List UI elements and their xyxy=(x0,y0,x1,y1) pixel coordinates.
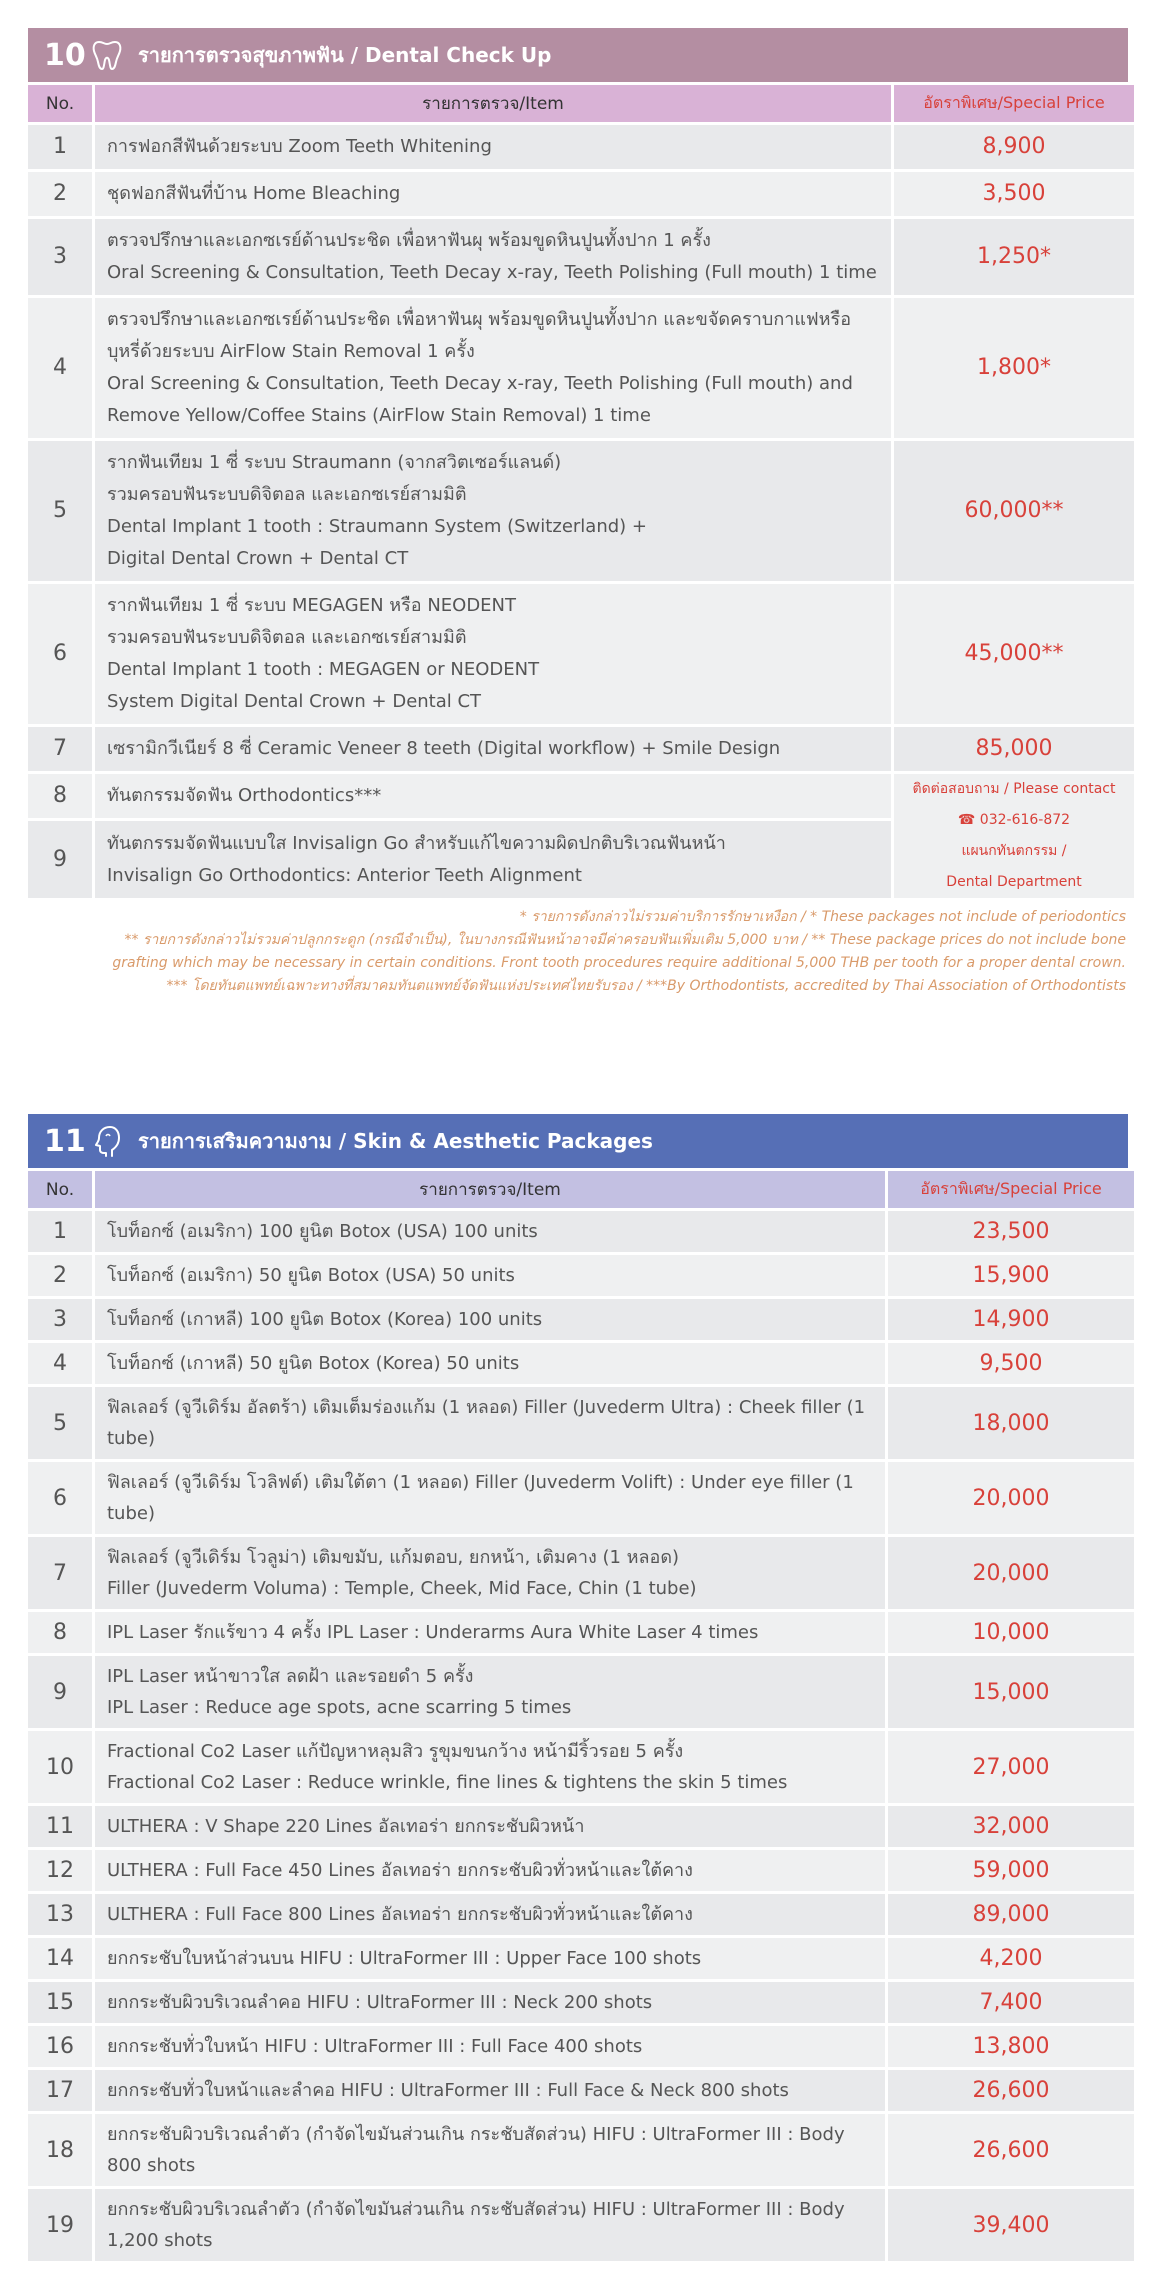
aesthetic-table xyxy=(25,1168,1137,2264)
row-price: 8,900 xyxy=(894,125,1134,169)
tooth-icon xyxy=(90,38,124,72)
table-row xyxy=(28,727,1134,771)
footnote: grafting which may be necessary in certain conditions. Front tooth procedures require additional 5,000 THB per tooth for a proper dental crown. xyxy=(112,955,1126,971)
row-number: 3 xyxy=(28,219,92,295)
row-item xyxy=(95,774,891,818)
row-price: 39,400 xyxy=(888,2189,1134,2261)
row-item xyxy=(95,1537,885,1609)
row-item xyxy=(95,2114,885,2186)
table-header-row xyxy=(28,85,1134,122)
item-line: ULTHERA : Full Face 450 Lines อัลเทอร่า ยกกระชับผิวทั่วหน้าและใต้คาง xyxy=(107,1860,693,1881)
item-line: Fractional Co2 Laser : Reduce wrinkle, fine lines & tightens the skin 5 times xyxy=(107,1772,788,1793)
item-line: 1,200 shots xyxy=(107,2230,213,2251)
row-number: 8 xyxy=(28,1612,92,1653)
row-item xyxy=(95,584,891,724)
row-number: 7 xyxy=(28,727,92,771)
row-item xyxy=(95,2026,885,2067)
row-item xyxy=(95,727,891,771)
item-line: Fractional Co2 Laser แก้ปัญหาหลุมสิว รูขุมขนกว้าง หน้ามีริ้วรอย 5 ครั้ง xyxy=(107,1741,684,1762)
table-row xyxy=(28,1299,1134,1340)
column-header-item: รายการตรวจ/Item xyxy=(95,85,891,122)
item-line: ทันตกรรมจัดฟันแบบใส Invisalign Go สำหรับแก้ไขความผิดปกติบริเวณฟันหน้า xyxy=(107,832,726,854)
item-line: ตรวจปรึกษาและเอกซเรย์ด้านประชิด เพื่อหาฟันผุ พร้อมขูดหินปูนทั้งปาก และขจัดคราบกาแฟหรือบุหรี่ด้วยระบบ AirFlow Stain Removal 1 ครั้ง xyxy=(107,309,852,362)
table-row xyxy=(28,2070,1134,2111)
column-header-price: อัตราพิเศษ/Special Price xyxy=(894,85,1134,122)
item-line: Oral Screening & Consultation, Teeth Decay x-ray, Teeth Polishing (Full mouth) and Remove Yellow/Coffee Stains (AirFlow Stain Removal) 1 time xyxy=(107,373,853,426)
row-price: 14,900 xyxy=(888,1299,1134,1340)
item-line: ทันตกรรมจัดฟัน Orthodontics*** xyxy=(107,785,382,807)
dental-section-header xyxy=(28,28,1128,82)
row-price: 85,000 xyxy=(894,727,1134,771)
row-price: 9,500 xyxy=(888,1343,1134,1384)
row-price: 89,000 xyxy=(888,1894,1134,1935)
row-item xyxy=(95,2070,885,2111)
row-number: 11 xyxy=(28,1806,92,1847)
row-price: 60,000** xyxy=(894,441,1134,581)
table-row xyxy=(28,1255,1134,1296)
table-row xyxy=(28,1982,1134,2023)
contact-line4: Dental Department xyxy=(946,874,1082,890)
section-title: รายการเสริมความงาม / Skin & Aesthetic Packages xyxy=(138,1129,653,1153)
item-line: IPL Laser หน้าขาวใส ลดฝ้า และรอยดำ 5 ครั้ง xyxy=(107,1666,474,1687)
table-row xyxy=(28,1462,1134,1534)
item-line: ยกกระชับทั่วใบหน้า HIFU : UltraFormer III : Full Face 400 shots xyxy=(107,2036,643,2057)
item-line: โบท็อกซ์ (เกาหลี) 100 ยูนิต Botox (Korea) 100 units xyxy=(107,1309,543,1330)
table-row xyxy=(28,172,1134,216)
row-number: 4 xyxy=(28,298,92,438)
row-price: 27,000 xyxy=(888,1731,1134,1803)
row-price: 23,500 xyxy=(888,1211,1134,1252)
row-number: 13 xyxy=(28,1894,92,1935)
contact-line3: แผนกทันตกรรม / xyxy=(961,843,1067,859)
row-item xyxy=(95,441,891,581)
row-price: 1,800* xyxy=(894,298,1134,438)
row-price: 26,600 xyxy=(888,2114,1134,2186)
row-number: 6 xyxy=(28,584,92,724)
row-item xyxy=(95,1612,885,1653)
item-line: Filler (Juvederm Voluma) : Temple, Cheek, Mid Face, Chin (1 tube) xyxy=(107,1578,697,1599)
row-number: 19 xyxy=(28,2189,92,2261)
table-row xyxy=(28,1731,1134,1803)
item-line: IPL Laser รักแร้ขาว 4 ครั้ง IPL Laser : Underarms Aura White Laser 4 times xyxy=(107,1622,759,1643)
dental-section xyxy=(28,28,1128,998)
item-line: ULTHERA : Full Face 800 Lines อัลเทอร่า ยกกระชับผิวทั่วหน้าและใต้คาง xyxy=(107,1904,693,1925)
row-number: 14 xyxy=(28,1938,92,1979)
row-item xyxy=(95,1656,885,1728)
table-row xyxy=(28,298,1134,438)
row-price: 10,000 xyxy=(888,1612,1134,1653)
row-price: 3,500 xyxy=(894,172,1134,216)
row-item xyxy=(95,1850,885,1891)
item-line: รวมครอบฟันระบบดิจิตอล และเอกซเรย์สามมิติ xyxy=(107,627,467,648)
table-row xyxy=(28,1537,1134,1609)
row-item xyxy=(95,298,891,438)
table-row xyxy=(28,1612,1134,1653)
table-row xyxy=(28,2114,1134,2186)
table-row xyxy=(28,125,1134,169)
row-price: 32,000 xyxy=(888,1806,1134,1847)
item-line: ฟิลเลอร์ (จูวีเดิร์ม อัลตร้า) เติมเต็มร่องแก้ม (1 หลอด) Filler (Juvederm Ultra) : Cheek filler (1 tube) xyxy=(107,1397,866,1449)
row-price: 13,800 xyxy=(888,2026,1134,2067)
row-number: 2 xyxy=(28,172,92,216)
row-item xyxy=(95,1387,885,1459)
item-line: ฟิลเลอร์ (จูวีเดิร์ม โวลูม่า) เติมขมับ, แก้มตอบ, ยกหน้า, เติมคาง (1 หลอด) xyxy=(107,1547,680,1568)
row-price: 15,900 xyxy=(888,1255,1134,1296)
item-line: Oral Screening & Consultation, Teeth Decay x-ray, Teeth Polishing (Full mouth) 1 time xyxy=(107,262,877,283)
row-item xyxy=(95,1894,885,1935)
item-line: รากฟันเทียม 1 ซี่ ระบบ Straumann (จากสวิตเซอร์แลนด์) xyxy=(107,452,562,473)
row-item xyxy=(95,821,891,898)
row-price: 26,600 xyxy=(888,2070,1134,2111)
row-price: 18,000 xyxy=(888,1387,1134,1459)
row-number: 8 xyxy=(28,774,92,818)
footnote: * รายการดังกล่าวไม่รวมค่าบริการรักษาเหงือก / * These packages not include of periodontics xyxy=(519,909,1126,925)
row-price: 1,250* xyxy=(894,219,1134,295)
contact-line1: ติดต่อสอบถาม / Please contact xyxy=(912,781,1116,797)
table-row xyxy=(28,1894,1134,1935)
row-price: 59,000 xyxy=(888,1850,1134,1891)
row-item xyxy=(95,172,891,216)
row-number: 7 xyxy=(28,1537,92,1609)
item-line: โบท็อกซ์ (เกาหลี) 50 ยูนิต Botox (Korea) 50 units xyxy=(107,1353,520,1374)
column-header-price: อัตราพิเศษ/Special Price xyxy=(888,1171,1134,1208)
item-line: Digital Dental Crown + Dental CT xyxy=(107,548,409,569)
item-line: การฟอกสีฟันด้วยระบบ Zoom Teeth Whitening xyxy=(107,136,492,157)
item-line: ยกกระชับทั่วใบหน้าและลำคอ HIFU : UltraFormer III : Full Face & Neck 800 shots xyxy=(107,2080,789,2101)
item-line: รากฟันเทียม 1 ซี่ ระบบ MEGAGEN หรือ NEODENT xyxy=(107,595,517,616)
row-item xyxy=(95,1299,885,1340)
table-row xyxy=(28,1343,1134,1384)
section-number: 11 xyxy=(44,1123,86,1159)
row-price: 4,200 xyxy=(888,1938,1134,1979)
row-number: 10 xyxy=(28,1731,92,1803)
row-item xyxy=(95,1806,885,1847)
item-line: ยกกระชับผิวบริเวณลำคอ HIFU : UltraFormer III : Neck 200 shots xyxy=(107,1992,653,2013)
item-line: Dental Implant 1 tooth : Straumann System (Switzerland) + xyxy=(107,516,647,537)
footnotes xyxy=(28,901,1128,998)
table-row xyxy=(28,774,1134,818)
row-item xyxy=(95,1982,885,2023)
aesthetic-section-header xyxy=(28,1114,1128,1168)
item-line: System Digital Dental Crown + Dental CT xyxy=(107,691,482,712)
item-line: ยกกระชับผิวบริเวณลำตัว (กำจัดไขมันส่วนเกิน กระชับสัดส่วน) HIFU : UltraFormer III : Body 800 shots xyxy=(107,2124,845,2176)
row-item xyxy=(95,1731,885,1803)
item-line: Invisalign Go Orthodontics: Anterior Teeth Alignment xyxy=(107,864,582,886)
row-number: 6 xyxy=(28,1462,92,1534)
table-header-row xyxy=(28,1171,1134,1208)
footnote: *** โดยทันตแพทย์เฉพาะทางที่สมาคมทันตแพทย์จัดฟันแห่งประเทศไทยรับรอง / ***By Orthodontists, accredited by Thai Association of Orthodontists xyxy=(166,978,1126,994)
item-line: เซรามิกวีเนียร์ 8 ซี่ Ceramic Veneer 8 teeth (Digital workflow) + Smile Design xyxy=(107,738,781,759)
row-number: 5 xyxy=(28,441,92,581)
contact-info xyxy=(894,774,1134,898)
column-header-item: รายการตรวจ/Item xyxy=(95,1171,885,1208)
item-line: โบท็อกซ์ (อเมริกา) 50 ยูนิต Botox (USA) 50 units xyxy=(107,1265,515,1286)
row-item xyxy=(95,1211,885,1252)
column-header-no: No. xyxy=(28,1171,92,1208)
row-number: 1 xyxy=(28,1211,92,1252)
item-line: รวมครอบฟันระบบดิจิตอล และเอกซเรย์สามมิติ xyxy=(107,484,467,505)
row-item xyxy=(95,1343,885,1384)
row-price: 20,000 xyxy=(888,1462,1134,1534)
item-line: โบท็อกซ์ (อเมริกา) 100 ยูนิต Botox (USA) 100 units xyxy=(107,1221,538,1242)
item-line: ยกกระชับใบหน้าส่วนบน HIFU : UltraFormer III : Upper Face 100 shots xyxy=(107,1948,702,1969)
table-row xyxy=(28,1938,1134,1979)
row-number: 9 xyxy=(28,1656,92,1728)
table-row xyxy=(28,219,1134,295)
section-number: 10 xyxy=(44,37,86,73)
item-line: ฟิลเลอร์ (จูวีเดิร์ม โวลิฟต์) เติมใต้ตา (1 หลอด) Filler (Juvederm Volift) : Under eye filler (1 tube) xyxy=(107,1472,854,1524)
row-number: 3 xyxy=(28,1299,92,1340)
row-number: 17 xyxy=(28,2070,92,2111)
row-number: 18 xyxy=(28,2114,92,2186)
row-price: 20,000 xyxy=(888,1537,1134,1609)
table-row xyxy=(28,1656,1134,1728)
row-number: 2 xyxy=(28,1255,92,1296)
row-number: 12 xyxy=(28,1850,92,1891)
row-item xyxy=(95,1938,885,1979)
row-item xyxy=(95,125,891,169)
footnote: ** รายการดังกล่าวไม่รวมค่าปลูกกระดูก (กรณีจำเป็น), ในบางกรณีฟันหน้าอาจมีค่าครอบฟันเพิ่มเติม 5,000 บาท / ** These package prices do not include bone xyxy=(124,932,1126,948)
table-row xyxy=(28,2189,1134,2261)
row-item xyxy=(95,219,891,295)
item-line: ชุดฟอกสีฟันที่บ้าน Home Bleaching xyxy=(107,183,401,204)
item-line: IPL Laser : Reduce age spots, acne scarring 5 times xyxy=(107,1697,572,1718)
item-line: ULTHERA : V Shape 220 Lines อัลเทอร่า ยกกระชับผิวหน้า xyxy=(107,1816,585,1837)
row-item xyxy=(95,1255,885,1296)
row-price: 15,000 xyxy=(888,1656,1134,1728)
row-number: 15 xyxy=(28,1982,92,2023)
contact-phone: ☎ 032-616-872 xyxy=(957,812,1071,828)
item-line: ตรวจปรึกษาและเอกซเรย์ด้านประชิด เพื่อหาฟันผุ พร้อมขูดหินปูนทั้งปาก 1 ครั้ง xyxy=(107,230,711,251)
face-icon xyxy=(90,1124,124,1158)
row-number: 4 xyxy=(28,1343,92,1384)
table-row xyxy=(28,441,1134,581)
row-number: 16 xyxy=(28,2026,92,2067)
row-price: 7,400 xyxy=(888,1982,1134,2023)
row-number: 1 xyxy=(28,125,92,169)
item-line: ยกกระชับผิวบริเวณลำตัว (กำจัดไขมันส่วนเกิน กระชับสัดส่วน) HIFU : UltraFormer III : Body xyxy=(107,2199,845,2220)
table-row xyxy=(28,584,1134,724)
table-row xyxy=(28,1850,1134,1891)
row-number: 5 xyxy=(28,1387,92,1459)
dental-table xyxy=(25,82,1137,901)
item-line: Dental Implant 1 tooth : MEGAGEN or NEODENT xyxy=(107,659,540,680)
aesthetic-section xyxy=(28,1114,1128,2264)
row-price: 45,000** xyxy=(894,584,1134,724)
row-item xyxy=(95,1462,885,1534)
table-row xyxy=(28,1387,1134,1459)
column-header-no: No. xyxy=(28,85,92,122)
table-row xyxy=(28,1806,1134,1847)
table-row xyxy=(28,2026,1134,2067)
row-number: 9 xyxy=(28,821,92,898)
table-row xyxy=(28,1211,1134,1252)
row-item xyxy=(95,2189,885,2261)
section-title: รายการตรวจสุขภาพฟัน / Dental Check Up xyxy=(138,43,552,67)
